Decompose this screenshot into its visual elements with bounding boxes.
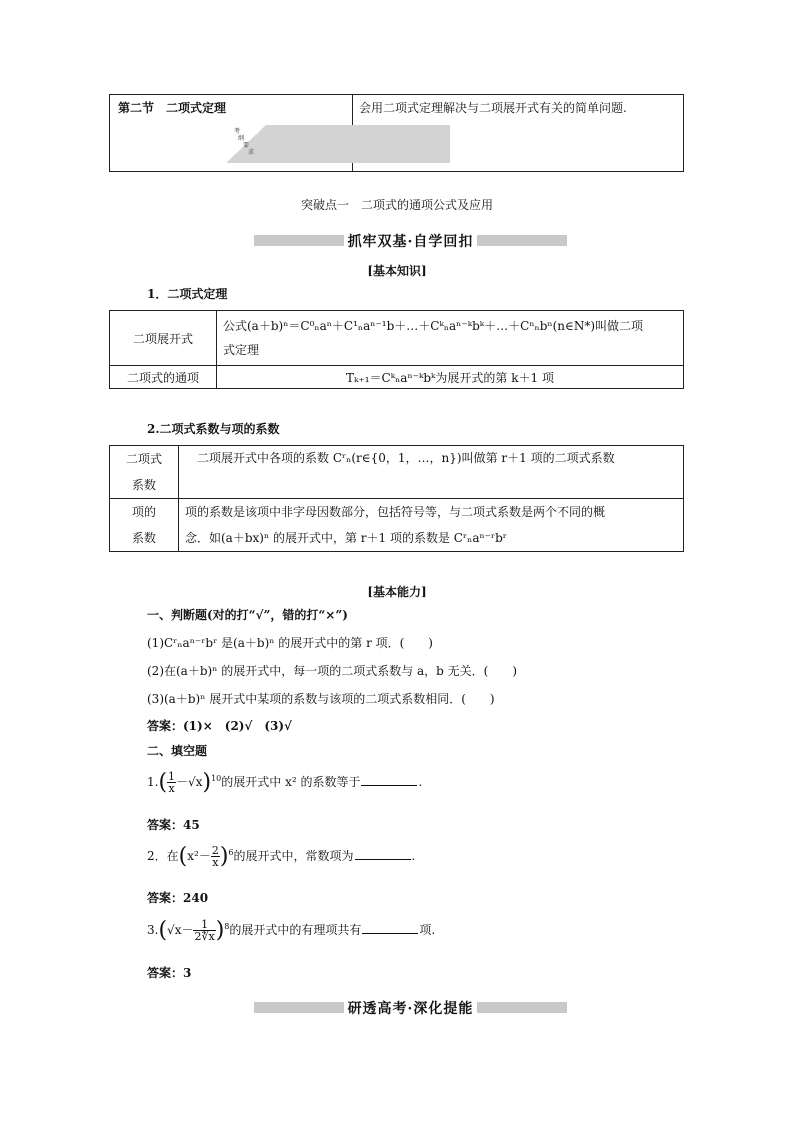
fill-answer-1: 答案：45 [147,818,200,832]
banner-deepen: 研透高考·深化提能 [254,998,567,1016]
section-title-cell [110,95,353,172]
header-table [109,94,684,172]
item2-title: 2.二项式系数与项的系数 [147,422,280,436]
term-coefficient-text: 项的系数是该项中非字母因数部分，包括符号等，与二项式系数是两个不同的概 念．如(a＋bx)ⁿ 的展开式中，第 r＋1 项的系数是 Cʳₙaⁿ⁻ʳbʳ [179,499,684,552]
judge-item-1: (1)Cʳₙaⁿ⁻ʳbʳ 是(a＋b)ⁿ 的展开式中的第 r 项．( ) [147,636,433,650]
fill-question-2: 2．在(x²－ $\frac{2}{x}$ )$^6$的展开式中，常数项为 . [147,844,416,869]
general-term-label: 二项式的通项 [110,366,217,389]
fill-question-3: 3.(√x－ $\frac{1}{2∜x}$ )$^8$的展开式中的有理项共有 项. [147,918,436,943]
expansion-label: 二项展开式 [110,311,217,366]
general-term-formula: Tₖ₊₁＝Cᵏₙaⁿ⁻ᵏbᵏ为展开式的第 k＋1 项 [217,366,684,389]
judge-item-3: (3)(a＋b)ⁿ 展开式中某项的系数与该项的二项式系数相同．( ) [147,692,495,706]
answer-blank[interactable] [362,923,418,934]
basic-knowledge-heading: [基本知识] [367,264,427,278]
section-title: 第二节 二项式定理 [118,101,227,115]
expansion-formula: 公式(a＋b)ⁿ＝C⁰ₙaⁿ＋C¹ₙaⁿ⁻¹b＋…＋Cᵏₙaⁿ⁻ᵏbᵏ＋…＋Cⁿₙbⁿ(n∈N*)叫做二项 式定理 [217,311,684,366]
answer-blank[interactable] [355,849,411,860]
requirement-text: 会用二项式定理解决与二项展开式有关的简单问题. [359,101,627,115]
fill-answer-2: 答案：240 [147,891,209,905]
coefficients-table [109,445,684,552]
tag-text: 考 纲 要 求 [234,128,255,156]
binomial-coefficient-text: 二项展开式中各项的系数 Cʳₙ(r∈{0，1，…，n})叫做第 r＋1 项的二项式系数 [179,446,684,499]
term-coefficient-label: 项的 系数 [110,499,179,552]
breakthrough-title: 突破点一 二项式的通项公式及应用 [300,198,493,212]
judge-answer: 答案：(1)× (2)√ (3)√ [147,719,292,733]
judge-item-2: (2)在(a＋b)ⁿ 的展开式中，每一项的二项式系数与 a，b 无关．( ) [147,664,518,678]
binomial-coefficient-label: 二项式 系数 [110,446,179,499]
banner-self-study: 抓牢双基·自学回扣 [254,231,567,249]
basic-ability-heading: [基本能力] [367,585,427,599]
answer-blank[interactable] [361,775,417,786]
fill-answer-3: 答案：3 [147,966,192,980]
item1-title: 1．二项式定理 [147,287,228,301]
fill-question-1: 1.( $\frac{1}{x}$ －√x)$^{10}$的展开式中 x² 的系数等于 . [147,770,423,795]
part1-title: 一、判断题(对的打“√”，错的打“×”) [147,608,348,622]
part2-title: 二、填空题 [147,744,208,758]
binomial-theorem-table [109,310,684,389]
